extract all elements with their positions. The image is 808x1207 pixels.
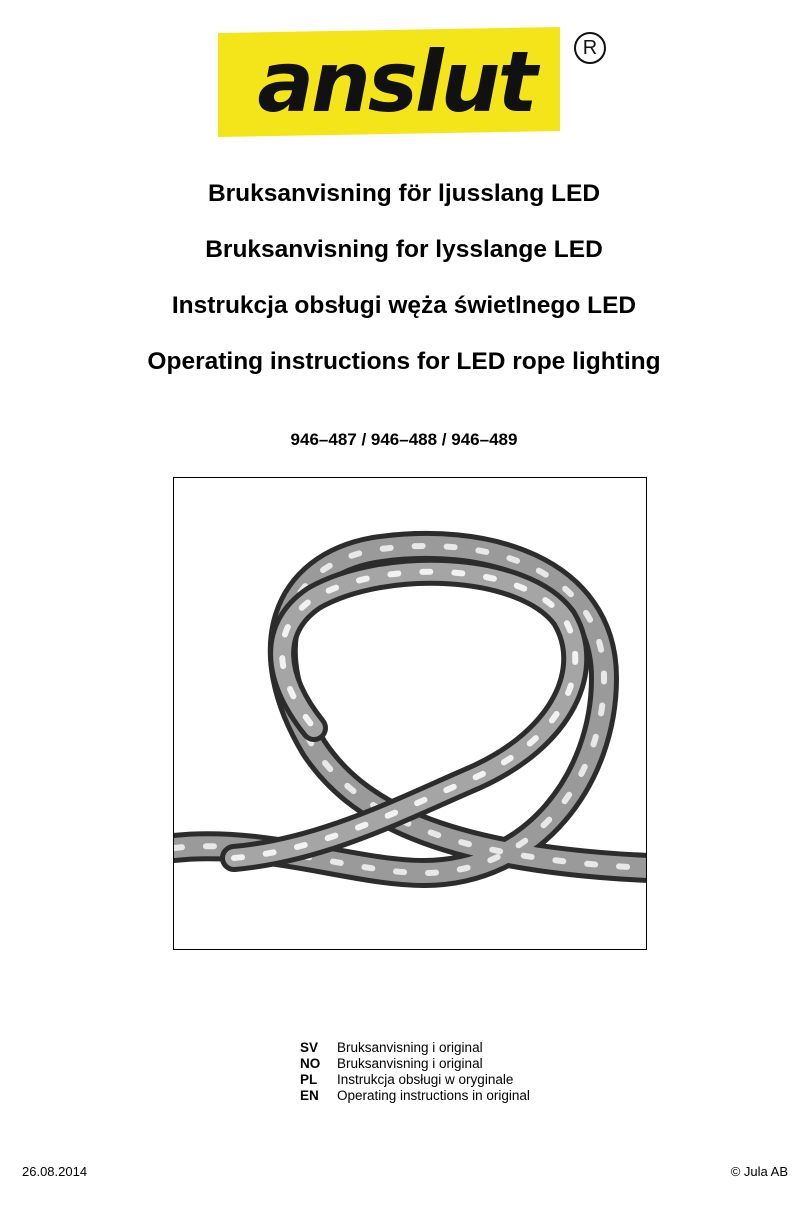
title-polish: Instrukcja obsługi węża świetlnego LED (171, 292, 637, 319)
logo-wordmark: anslut (257, 33, 535, 131)
title-norwegian: Bruksanvisning for lysslange LED (205, 236, 603, 263)
title-english: Operating instructions for LED rope lighting (147, 348, 661, 375)
footer-copyright: © Jula AB (730, 1164, 788, 1179)
language-text: Instrukcja obsługi w oryginale (337, 1072, 514, 1087)
language-text: Operating instructions in original (337, 1088, 530, 1103)
language-row-sv (300, 1040, 530, 1056)
language-row-no (300, 1056, 530, 1072)
registered-trademark-icon: R (574, 32, 606, 64)
language-text: Bruksanvisning i original (337, 1056, 483, 1071)
brand-logo (218, 30, 610, 136)
title-swedish: Bruksanvisning för ljusslang LED (207, 180, 601, 207)
model-numbers: 946–487 / 946–488 / 946–489 (290, 430, 518, 449)
title-block (0, 180, 808, 404)
language-code: SV (300, 1040, 319, 1055)
led-rope-illustration (174, 478, 647, 950)
language-code: EN (300, 1088, 319, 1103)
language-code: NO (300, 1056, 321, 1071)
language-row-en (300, 1088, 530, 1104)
language-code: PL (300, 1072, 318, 1087)
product-image (173, 477, 647, 950)
language-row-pl (300, 1072, 530, 1088)
language-list (300, 1040, 530, 1104)
language-text: Bruksanvisning i original (337, 1040, 483, 1055)
footer-date: 26.08.2014 (22, 1164, 88, 1179)
